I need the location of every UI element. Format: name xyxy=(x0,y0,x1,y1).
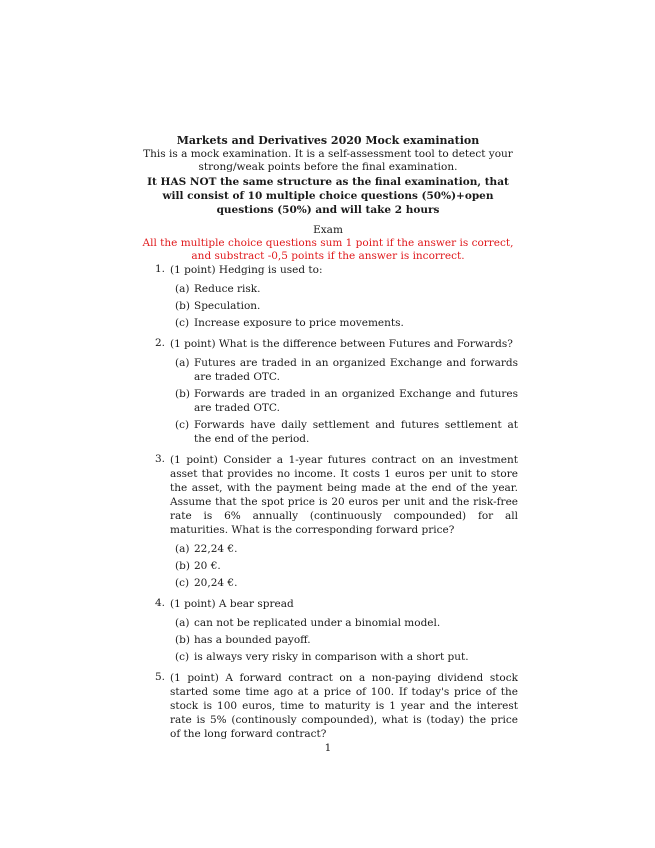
option-label: (a) xyxy=(175,617,190,629)
option-text: 22,24 €. xyxy=(194,543,238,555)
question-text: (1 point) A forward contract on a non-paying dividend stock started some time ago at a price of 100. If today's price of the stock is 100 euros, time to maturity is 1 year and the interest rate is 5% (continously compounded), what is (today) the price of the long forward contract? xyxy=(170,672,518,740)
answer-option xyxy=(170,542,518,556)
option-text: 20,24 €. xyxy=(194,577,238,589)
question-number: 1. xyxy=(155,263,166,275)
answer-option xyxy=(170,559,518,573)
structure-note: It HAS NOT the same structure as the final examination, that will consist of 10 multiple choice questions (50%)+open questions (50%) and will take 2 hours xyxy=(147,176,509,216)
answer-option xyxy=(170,616,518,630)
answer-option xyxy=(170,418,518,446)
option-list xyxy=(170,542,518,590)
option-text: Forwards have daily settlement and futures settlement at the end of the period. xyxy=(194,419,518,445)
question-text: (1 point) A bear spread xyxy=(170,598,294,610)
option-text: Increase exposure to price movements. xyxy=(194,317,404,329)
option-label: (c) xyxy=(175,317,190,329)
question-1 xyxy=(148,263,518,330)
option-label: (a) xyxy=(175,357,190,369)
question-number: 3. xyxy=(155,453,166,465)
answer-option xyxy=(170,650,518,664)
option-text: Forwards are traded in an organized Exchange and futures are traded OTC. xyxy=(194,388,518,414)
option-label: (b) xyxy=(175,300,190,312)
question-5 xyxy=(148,671,518,741)
intro-text: This is a mock examination. It is a self-assessment tool to detect your strong/weak points before the final examination. xyxy=(143,148,513,173)
question-number: 4. xyxy=(155,597,166,609)
option-text: Speculation. xyxy=(194,300,261,312)
option-label: (b) xyxy=(175,634,190,646)
question-text: (1 point) Hedging is used to: xyxy=(170,264,323,276)
answer-option xyxy=(170,576,518,590)
question-number: 2. xyxy=(155,337,166,349)
exam-header xyxy=(140,134,516,263)
answer-option xyxy=(170,282,518,296)
answer-option xyxy=(170,316,518,330)
option-text: is always very risky in comparison with a short put. xyxy=(194,651,469,663)
answer-option xyxy=(170,299,518,313)
question-2 xyxy=(148,337,518,446)
exam-title: Markets and Derivatives 2020 Mock examination xyxy=(176,134,480,147)
option-label: (c) xyxy=(175,577,190,589)
option-text: has a bounded payoff. xyxy=(194,634,311,646)
option-list xyxy=(170,616,518,664)
question-4 xyxy=(148,597,518,664)
answer-option xyxy=(170,633,518,647)
option-text: Reduce risk. xyxy=(194,283,261,295)
question-3 xyxy=(148,453,518,590)
option-label: (b) xyxy=(175,560,190,572)
scoring-note: All the multiple choice questions sum 1 point if the answer is correct, and substract -0,5 points if the answer is incorrect. xyxy=(142,237,514,262)
option-label: (a) xyxy=(175,283,190,295)
question-text: (1 point) Consider a 1-year futures contract on an investment asset that provides no income. It costs 1 euros per unit to store the asset, with the payment being made at the end of the year. Assume that the spot price is 20 euros per unit and the risk-free rate is 6% annually (continuously compounded) for all maturities. What is the corresponding forward price? xyxy=(170,454,518,536)
exam-label: Exam xyxy=(313,224,343,236)
question-text: (1 point) What is the difference between Futures and Forwards? xyxy=(170,338,513,350)
option-list xyxy=(170,282,518,330)
option-text: 20 €. xyxy=(194,560,221,572)
option-text: Futures are traded in an organized Exchange and forwards are traded OTC. xyxy=(194,357,518,383)
question-list xyxy=(148,263,518,748)
option-label: (b) xyxy=(175,388,190,400)
option-label: (a) xyxy=(175,543,190,555)
page-number: 1 xyxy=(324,742,332,754)
question-number: 5. xyxy=(155,671,166,683)
answer-option xyxy=(170,356,518,384)
option-text: can not be replicated under a binomial model. xyxy=(194,617,441,629)
answer-option xyxy=(170,387,518,415)
option-label: (c) xyxy=(175,651,190,663)
option-list xyxy=(170,356,518,446)
option-label: (c) xyxy=(175,419,190,431)
